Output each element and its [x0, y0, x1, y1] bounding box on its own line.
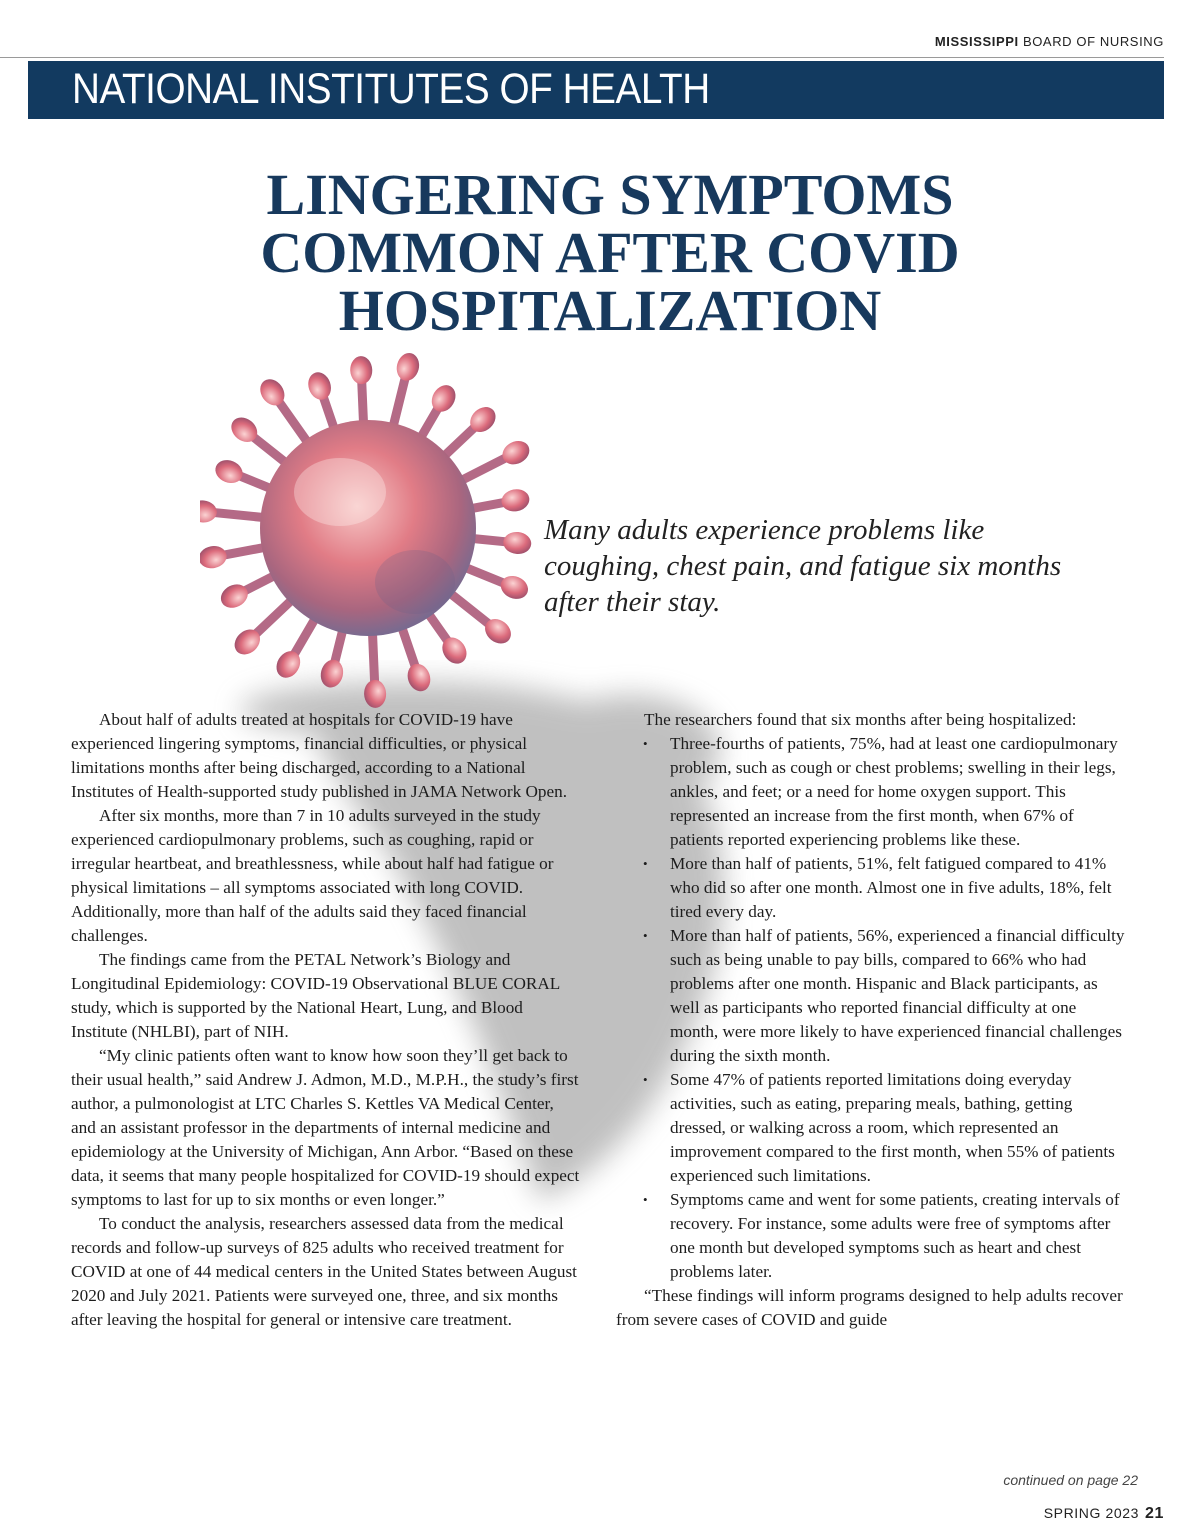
section-banner [28, 61, 1164, 119]
list-item-text: Some 47% of patients reported limitations doing everyday activities, such as eating, preparing meals, bathing, getting dressed, or walking across a room, which represented an improvement compared to the first month, when 55% of patients experienced such limitations. [670, 1070, 1115, 1185]
masthead-divider [0, 57, 1164, 58]
headline-line-3: HOSPITALIZATION [338, 278, 882, 343]
list-item [616, 852, 1128, 924]
article-headline [150, 162, 1070, 343]
headline-line-2: COMMON AFTER COVID [260, 220, 960, 285]
issue-label: SPRING 2023 [1043, 1505, 1139, 1521]
article-column-left [71, 708, 581, 1332]
page-footer [1044, 1505, 1164, 1523]
list-item-text: Three-fourths of patients, 75%, had at least one cardiopulmonary problem, such as cough or chest problems; swelling in their legs, ankles, and feet; or a need for home oxygen support. This represented an increase from the first month, when 67% of patients reported experiencing problems like these. [670, 734, 1118, 849]
list-item-text: More than half of patients, 51%, felt fatigued compared to 41% who did so after one month. Almost one in five adults, 18%, felt tired every day. [670, 854, 1112, 921]
continued-note: continued on page 22 [1003, 1472, 1138, 1488]
list-item-text: Symptoms came and went for some patients, creating intervals of recovery. For instance, some adults were free of symptoms after one month but developed symptoms such as heart and chest problems later. [670, 1190, 1120, 1281]
findings-intro: The researchers found that six months after being hospitalized: [644, 710, 1077, 729]
findings-list [616, 732, 1128, 1284]
body-paragraph: To conduct the analysis, researchers assessed data from the medical records and follow-up surveys of 825 adults who received treatment for COVID at one of 44 medical centers in the United States between August 2020 and July 2021. Patients were surveyed one, three, and six months after leaving the hospital for general or intensive care treatment. [71, 1214, 577, 1329]
article-deck: Many adults experience problems like coughing, chest pain, and fatigue six months after their stay. [544, 514, 1062, 618]
headline-line-1: LINGERING SYMPTOMS [266, 162, 954, 227]
bullet-icon: • [643, 928, 648, 943]
bullet-icon: • [643, 1192, 648, 1207]
body-paragraph: About half of adults treated at hospitals for COVID-19 have experienced lingering symptoms, financial difficulties, or physical limitations months after being discharged, according to a National Institutes of Health-supported study published in JAMA Network Open. [71, 710, 567, 801]
article-column-right [616, 708, 1128, 1332]
list-item [616, 924, 1128, 1068]
bullet-icon: • [643, 1072, 648, 1087]
page-number: 21 [1145, 1505, 1164, 1522]
list-item [616, 1188, 1128, 1284]
masthead-state: MISSISSIPPI [934, 34, 1019, 49]
section-title: NATIONAL INSTITUTES OF HEALTH [72, 65, 710, 113]
body-paragraph: “My clinic patients often want to know how soon they’ll get back to their usual health,” said Andrew J. Admon, M.D., M.P.H., the study’s first author, a pulmonologist at LTC Charles S. Kettles VA Medical Center, and an assistant professor in the departments of internal medicine and epidemiology at the University of Michigan, Ann Arbor. “Based on these data, it seems that many people hospitalized for COVID-19 should expect symptoms to last for up to six months or even longer.” [71, 1046, 580, 1209]
body-paragraph: After six months, more than 7 in 10 adults surveyed in the study experienced cardiopulmonary problems, such as coughing, rapid or irregular heartbeat, and breathlessness, while about half had fatigue or physical limitations – all symptoms associated with long COVID. Additionally, more than half of the adults said they faced financial challenges. [71, 806, 554, 945]
list-item [616, 732, 1128, 852]
bullet-icon: • [643, 856, 648, 871]
body-paragraph: The findings came from the PETAL Network’s Biology and Longitudinal Epidemiology: COVID-19 Observational BLUE CORAL study, which is supported by the National Heart, Lung, and Blood Institute (NHLBI), part of NIH. [71, 950, 560, 1041]
masthead-board: BOARD OF NURSING [1022, 34, 1164, 49]
closing-quote: “These findings will inform programs designed to help adults recover from severe cases of COVID and guide [616, 1286, 1123, 1329]
bullet-icon: • [643, 736, 648, 751]
list-item [616, 1068, 1128, 1188]
masthead [935, 34, 1164, 49]
list-item-text: More than half of patients, 56%, experienced a financial difficulty such as being unable to pay bills, compared to 66% who had problems after one month. Hispanic and Black participants, as well as participants who reported financial difficulty at one month, were more likely to have experienced financial challenges during the sixth month. [670, 926, 1125, 1065]
